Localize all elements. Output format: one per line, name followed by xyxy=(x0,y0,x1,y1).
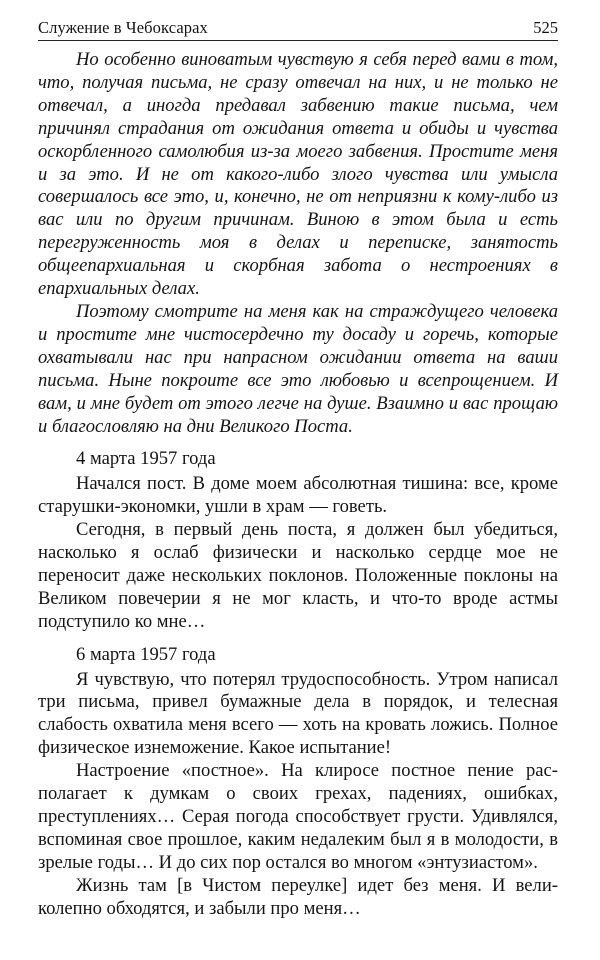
page-body xyxy=(38,49,558,921)
running-header xyxy=(38,16,558,41)
entry-paragraph: Жизнь там [в Чистом переулке] идет без меня. И великолепно обходятся, и забыли про меня… xyxy=(38,874,558,919)
page-number: 525 xyxy=(533,18,558,37)
entry-paragraph: Я чувствую, что потерял трудоспособность. Утром написал три письма, привел бумажные дела в порядок, и телесная слабость охватила меня всего — хоть на кровать ложись. Полное физическое изнеможение. Какое испытание! xyxy=(38,668,558,759)
entry-date: 4 марта 1957 года xyxy=(76,448,216,470)
entry-date: 6 марта 1957 года xyxy=(76,643,216,665)
running-head-title: Служение в Чебоксарах xyxy=(38,18,208,37)
entry-paragraph: Начался пост. В доме моем абсолютная тишина: все, кроме старушки-экономки, ушли в храм — говеть. xyxy=(38,473,558,518)
letter-paragraph: Но особенно виноватым чувствую я себя перед вами в том, что, получая письма, не сразу отвечал на них, и не только не отвечал, а иногда предавал забвению такие письма, чем причинял страдания от ожидания ответа и обиды и чувства оскорбленного самолюбия из-за моего забвения. Простите меня и за это. И не от какого-либо злого чувства или умысла совершалось все это, и, конечно, не от неприязни к кому-либо из вас или по другим причинам. Виною в этом была и есть перегруженность моя в делах и переписке, занятость общеепархиальная и скорбная забота о нестроениях в епархиальных делах. xyxy=(38,49,558,300)
letter-paragraph: Поэтому смотрите на меня как на страждущего человека и простите мне чистосердечно ту досаду и горечь, которые охватывали нас при напрасном ожидании ответа на ваши письма. Ныне покроите все это любовью и всепрощением. И вам, и мне будет от этого легче на душе. Взаимно и вас прощаю и благословляю на дни Великого Поста. xyxy=(38,300,558,437)
entry-paragraph: Настроение «постное». На клиросе постное пение располагает к думкам о своих грехах, падениях, ошибках, преступлениях… Серая погода способствует грусти. Удивлялся, вспоминая свое прошлое, каким недалеким был я в молодости, в зрелые годы… И до сих пор остался во многом «энтузиастом». xyxy=(38,760,558,873)
entry-paragraph: Сегодня, в первый день поста, я должен был убедиться, насколько я ослаб физически и насколько сердце мое не переносит даже нескольких поклонов. Положенные поклоны на Великом повечерии я не мог класть, и что-то вроде астмы подступило ко мне… xyxy=(38,519,558,632)
